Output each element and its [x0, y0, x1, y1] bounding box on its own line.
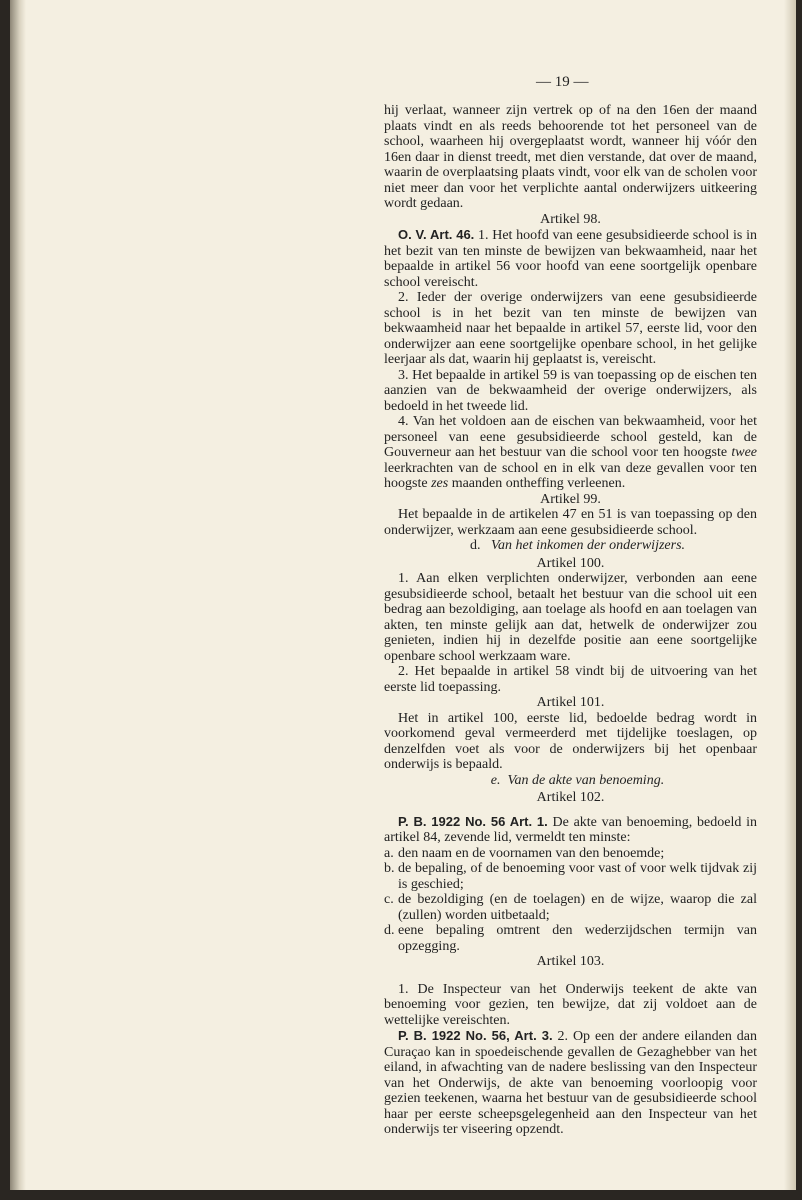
paragraph: [384, 814, 757, 846]
paragraph: [384, 227, 757, 290]
list-item: [384, 861, 757, 892]
paragraph-text: 2. Op een der andere eilanden dan Curaçao kan in spoedeischende gevallen de Gezaghebber van het eiland, in afwachting van de nadere beslissing van den Inspecteur van het Onderwijs, de akte van benoeming voorloopig voor gezien teekenen, waarna het bestuur van de gesubsidieerde school haar per eerste scheepsgelegenheid aan den Inspecteur van het onderwijs ter viseering opzendt.: [384, 1029, 757, 1137]
emphasis: zes: [431, 476, 449, 491]
paragraph: hij verlaat, wanneer zijn vertrek op of na den 16en der maand plaats vindt en als reeds behoorende tot het personeel van de school, waarheen hij overgeplaatst wordt, wanneer hij vóór den 16en daar in dienst treedt, met dien verstande, dat over de maand, waarin de overplaatsing plaats vindt, voor elk van de scholen voor niet meer dan voor het verplichte aantal onderwijzers uitkeering wordt gedaan.: [384, 103, 757, 211]
article-heading-100: Artikel 100.: [536, 555, 605, 571]
legal-reference: P. B. 1922 No. 56, Art. 3.: [398, 1028, 553, 1043]
binding-shadow: [10, 0, 26, 1200]
scan-bottom-edge: [0, 1190, 802, 1200]
paragraph: [384, 414, 757, 492]
section-label: d.: [469, 538, 481, 553]
section-label: e.: [490, 772, 501, 788]
list-text: de bezoldiging (en de toelagen) en de wijze, waarop die zal (zullen) worden uitbetaald;: [398, 892, 757, 923]
book-binding: [0, 0, 10, 1200]
legal-reference: P. B. 1922 No. 56 Art. 1.: [398, 813, 548, 829]
paragraph: 1. Aan elken verplichten onderwijzer, verbonden aan eene gesubsidieerde school, betaalt het bestuur van die school uit een bedrag aan bezoldiging, aan toelage als hoofd en aan toelagen van akten, ten minste gelijk aan dat, hetwelk de onderwijzer zou genieten, indien hij in dezelfde positie aan eene soortgelijke openbare school werkzaam ware.: [384, 571, 757, 664]
paragraph: 2. Ieder der overige onderwijzers van eene gesubsidieerde school is in het bezit van ten minste de bewijzen van bekwaamheid naar het bepaalde in artikel 57, eerste lid, voor den onderwijzer aan eene soortgelijke openbare school, in het gelijke leerjaar als dat, waarin hij geplaatst is, vereischt.: [384, 290, 757, 367]
paragraph: Het bepaalde in de artikelen 47 en 51 is van toepassing op den onderwijzer, werkzaam aan eene gesubsidieerde school.: [384, 507, 757, 538]
section-title: Van de akte van benoeming.: [507, 772, 665, 788]
list-text: den naam en de voornamen van den benoemde;: [398, 845, 665, 861]
article-heading-102: Artikel 102.: [536, 790, 605, 805]
list-label: b.: [384, 861, 395, 876]
list-label: d.: [384, 923, 395, 938]
paragraph-text: leerkrachten van de school en in elk van deze gevallen voor ten hoogste: [384, 460, 757, 491]
paragraph-text: 1. Het hoofd van eene gesubsidieerde school is in het bezit van ten minste de bewijzen van bekwaamheid, naar het bepaalde in artikel 56 voor hoofd van eene soortgelijk openbare school vereischt.: [384, 228, 757, 290]
list-text: de bepaling, of de benoeming voor vast of voor welk tijdvak zij is geschied;: [398, 861, 757, 892]
section-heading-d: [384, 538, 757, 554]
paragraph: [384, 1028, 757, 1138]
page-edge-shadow: [784, 0, 796, 1200]
paragraph: Het in artikel 100, eerste lid, bedoelde bedrag wordt in voorkomend geval vermeerderd met tijdelijke toeslagen, op denzelfden voet als voor de onderwijzers bij het openbaar onderwijs is bepaald.: [384, 710, 757, 772]
section-title: Van het inkomen der onderwijzers.: [490, 538, 686, 553]
page-text: [384, 103, 757, 1138]
list-item: [384, 892, 757, 923]
section-heading-e: [384, 773, 757, 789]
list-item: [384, 923, 757, 954]
paragraph-text: maanden ontheffing verleenen.: [448, 476, 626, 491]
list-item: [384, 846, 757, 862]
list-label: a.: [384, 845, 394, 861]
article-heading-103: Artikel 103.: [536, 954, 605, 969]
page-edge: [796, 0, 802, 1200]
paragraph: 3. Het bepaalde in artikel 59 is van toepassing op de eischen ten aanzien van de bekwaamheid der overige onderwijzers, als bedoeld in het tweede lid.: [384, 367, 757, 414]
article-heading-99: Artikel 99.: [540, 491, 601, 507]
legal-reference: O. V. Art. 46.: [398, 227, 475, 242]
list-label: c.: [384, 892, 394, 907]
paragraph: 1. De Inspecteur van het Onderwijs teekent de akte van benoeming voor gezien, ten bewijze, dat zij voldoet aan de wettelijke vereischten.: [384, 981, 757, 1028]
article-heading-98: Artikel 98.: [540, 211, 601, 227]
paragraph: 2. Het bepaalde in artikel 58 vindt bij de uitvoering van het eerste lid toepassing.: [384, 664, 757, 695]
list-text: eene bepaling omtrent den wederzijdschen termijn van opzegging.: [398, 923, 757, 954]
paragraph-text: 4. Van het voldoen aan de eischen van bekwaamheid, voor het personeel van eene gesubsidieerde school gesteld, kan de Gouverneur aan het bestuur van die school voor ten hoogste: [384, 414, 757, 460]
paragraph-text: De akte van benoeming, bedoeld in artikel 84, zevende lid, vermeldt ten minste:: [384, 814, 757, 845]
page-number: — 19 —: [536, 74, 589, 90]
emphasis: twee: [731, 445, 757, 460]
article-heading-101: Artikel 101.: [536, 695, 605, 710]
